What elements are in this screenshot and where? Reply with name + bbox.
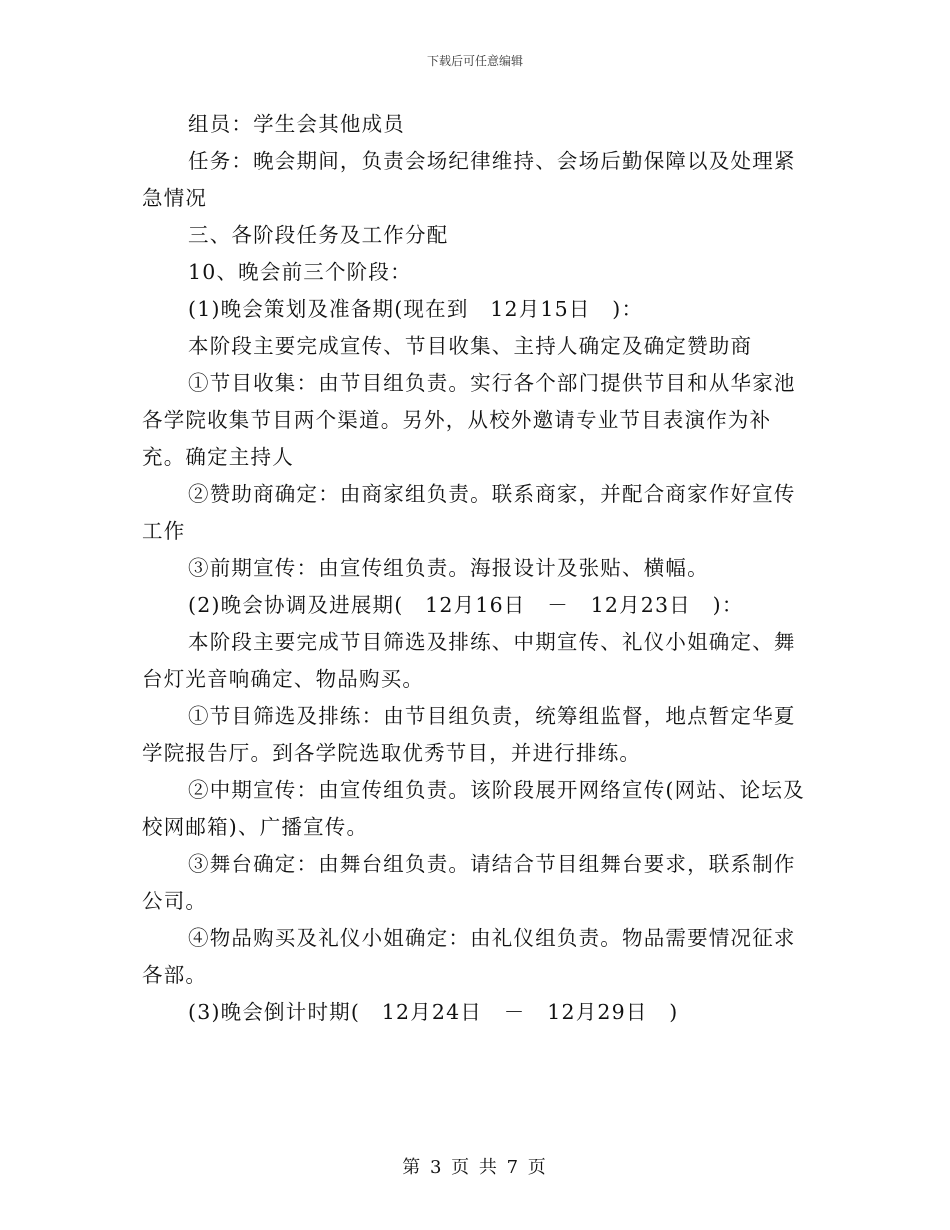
- page-number-footer: 第 3 页 共 7 页: [402, 1157, 548, 1178]
- stage-1-summary: 本阶段主要完成宣传、节目收集、主持人确定及确定赞助商: [188, 334, 753, 358]
- stage-1-item-sponsor: ②赞助商确定：由商家组负责。联系商家，并配合商家作好宣传工作: [142, 482, 796, 543]
- stage-1-item-program: ①节目收集：由节目组负责。实行各个部门提供节目和从华家池各学院收集节目两个渠道。另外，从校外邀请专业节目表演作为补充。确定主持人: [142, 371, 796, 469]
- stage-2-summary: 本阶段主要完成节目筛选及排练、中期宣传、礼仪小姐确定、舞台灯光音响确定、物品购买。: [142, 630, 796, 691]
- paragraph-pre-stages: 10、晚会前三个阶段：: [188, 260, 412, 284]
- section-heading-stages: 三、各阶段任务及工作分配: [188, 223, 449, 247]
- stage-2-item-rehearsal: ①节目筛选及排练：由节目组负责，统筹组监督，地点暂定华夏学院报告厅。到各学院选取优秀节目，并进行排练。: [142, 704, 796, 765]
- stage-2-item-publicity: ②中期宣传：由宣传组负责。该阶段展开网络宣传(网站、论坛及校网邮箱)、广播宣传。: [142, 778, 805, 839]
- stage-1-heading: (1)晚会策划及准备期(现在到 12月15日 )：: [188, 297, 644, 321]
- paragraph-task: 任务：晚会期间，负责会场纪律维持、会场后勤保障以及处理紧急情况: [142, 149, 796, 210]
- stage-2-item-purchase: ④物品购买及礼仪小姐确定：由礼仪组负责。物品需要情况征求各部。: [142, 926, 796, 987]
- stage-1-item-publicity: ③前期宣传：由宣传组负责。海报设计及张贴、横幅。: [188, 556, 709, 580]
- page-header-note: 下载后可任意编辑: [426, 54, 523, 68]
- stage-3-heading: (3)晚会倒计时期( 12月24日 － 12月29日 ): [188, 1000, 679, 1024]
- paragraph-members: 组员：学生会其他成员: [188, 112, 405, 136]
- stage-2-item-stage: ③舞台确定：由舞台组负责。请结合节目组舞台要求，联系制作公司。: [142, 852, 796, 913]
- document-body: [142, 106, 812, 1031]
- stage-2-heading: (2)晚会协调及进展期( 12月16日 － 12月23日 )：: [188, 593, 744, 617]
